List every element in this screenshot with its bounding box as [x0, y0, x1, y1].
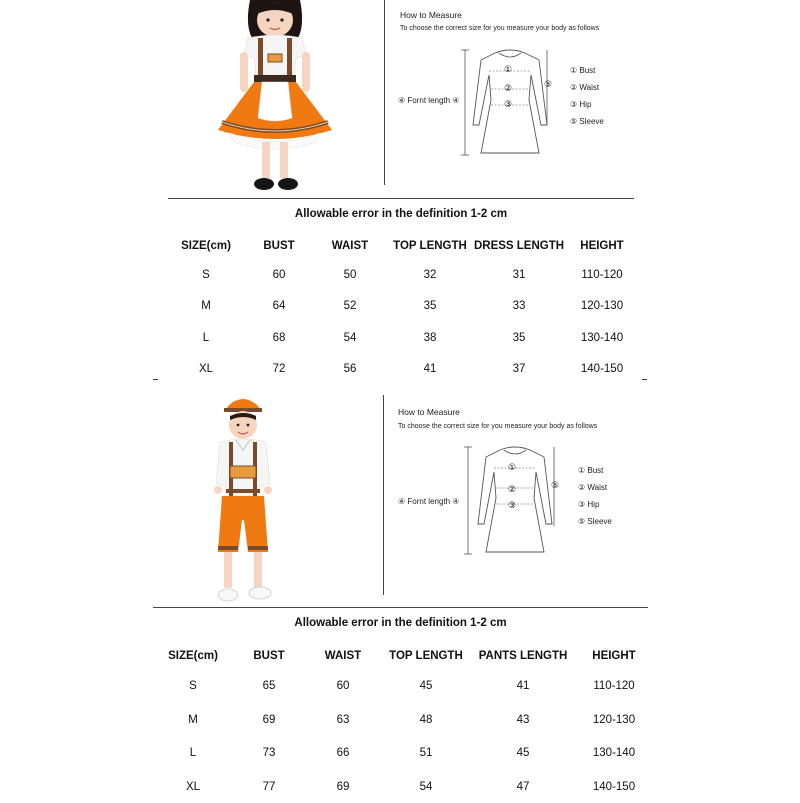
diagram-number-hip: ③ — [504, 99, 513, 109]
cell-top-length: 54 — [419, 780, 433, 793]
cell-bust: 60 — [272, 268, 286, 281]
cell-size: M — [201, 300, 211, 312]
cell-height: 130-140 — [580, 331, 624, 344]
cell-pants-length: 47 — [516, 780, 530, 793]
boy-panel — [0, 390, 800, 800]
cell-height: 140-150 — [580, 363, 624, 375]
cell-height: 120-130 — [580, 300, 624, 312]
legend-sleeve: ⑤ Sleeve — [578, 517, 612, 526]
diagram-number-waist: ② — [504, 83, 513, 93]
measurement-legend — [570, 62, 604, 130]
cell-waist: 66 — [336, 747, 350, 759]
header-top-length: TOP LENGTH — [393, 240, 467, 252]
vertical-divider — [384, 0, 385, 185]
cell-bust: 72 — [272, 363, 286, 375]
front-length-label: ④ Fornt length ④ — [398, 497, 460, 506]
cell-waist: 63 — [336, 713, 350, 726]
table-header-row — [165, 233, 637, 259]
cell-height: 110-120 — [593, 680, 635, 692]
corner-tick-right — [642, 379, 647, 380]
legend-hip: ③ Hip — [578, 500, 600, 509]
cell-size: S — [189, 680, 197, 692]
diagram-number-bust: ① — [508, 462, 517, 472]
cell-top-length: 48 — [419, 713, 433, 726]
cell-top-length: 51 — [419, 747, 433, 759]
header-dress-length: DRESS LENGTH — [473, 240, 565, 252]
cell-waist: 52 — [343, 300, 357, 312]
table-row — [150, 770, 650, 803]
header-size: SIZE(cm) — [168, 650, 218, 662]
cell-bust: 73 — [262, 747, 276, 759]
cell-top-length: 38 — [423, 331, 437, 344]
cell-bust: 69 — [262, 713, 276, 726]
table-row — [165, 322, 637, 353]
table-row — [150, 669, 650, 703]
header-waist: WAIST — [331, 240, 369, 252]
cell-size: XL — [198, 363, 214, 375]
allowable-error-note: Allowable error in the definition 1-2 cm — [294, 617, 507, 629]
diagram-number-sleeve: ⑤ — [544, 79, 553, 89]
cell-dress-length: 37 — [512, 363, 526, 375]
girl-costume-photo — [210, 0, 340, 200]
legend-waist: ② Waist — [570, 83, 600, 92]
front-length-label: ④ Fornt length ④ — [398, 96, 460, 105]
cell-bust: 65 — [262, 680, 276, 692]
cell-pants-length: 41 — [516, 680, 530, 692]
cell-dress-length: 35 — [512, 331, 526, 344]
header-pants-length: PANTS LENGTH — [478, 650, 568, 662]
allowable-error-note: Allowable error in the definition 1-2 cm — [294, 208, 508, 220]
diagram-number-hip: ③ — [508, 500, 517, 510]
cell-size: L — [189, 747, 197, 759]
cell-bust: 77 — [262, 780, 276, 793]
cell-height: 130-140 — [592, 747, 636, 759]
legend-waist: ② Waist — [578, 483, 608, 492]
how-to-measure-instruction: To choose the correct size for you measure your body as follows — [400, 25, 600, 32]
header-bust: BUST — [253, 650, 285, 662]
cell-size: XL — [185, 780, 201, 793]
diagram-number-waist: ② — [508, 484, 517, 494]
corner-tick-left — [153, 379, 158, 380]
cell-waist: 50 — [343, 268, 357, 281]
table-row — [150, 736, 650, 770]
header-waist: WAIST — [324, 650, 362, 662]
cell-top-length: 35 — [423, 300, 437, 312]
cell-size: L — [202, 331, 210, 344]
table-row — [165, 259, 637, 290]
cell-pants-length: 43 — [516, 713, 530, 726]
header-top-length: TOP LENGTH — [389, 650, 463, 662]
diagram-number-bust: ① — [504, 64, 513, 74]
cell-waist: 69 — [336, 780, 350, 793]
table-header-row — [150, 643, 650, 669]
header-height: HEIGHT — [592, 650, 636, 662]
header-bust: BUST — [263, 240, 295, 252]
diagram-number-sleeve: ⑤ — [551, 480, 560, 490]
cell-top-length: 32 — [423, 268, 437, 281]
how-to-measure-instruction: To choose the correct size for you measure your body as follows — [398, 423, 598, 430]
cell-waist: 56 — [343, 363, 357, 375]
how-to-measure-title: How to Measure — [400, 10, 462, 20]
girl-panel — [0, 0, 800, 390]
cell-height: 140-150 — [592, 780, 636, 793]
legend-sleeve: ⑤ Sleeve — [570, 117, 604, 126]
cell-height: 120-130 — [592, 713, 636, 726]
section-divider — [168, 198, 634, 199]
vertical-divider — [383, 395, 384, 595]
legend-hip: ③ Hip — [570, 100, 592, 109]
table-row — [150, 703, 650, 736]
cell-top-length: 45 — [419, 680, 433, 692]
boy-size-table — [150, 643, 650, 803]
cell-dress-length: 31 — [512, 268, 526, 281]
cell-size: S — [202, 268, 210, 281]
how-to-measure-title: How to Measure — [398, 407, 460, 417]
header-height: HEIGHT — [580, 240, 624, 252]
cell-top-length: 41 — [423, 363, 437, 375]
legend-bust: ① Bust — [578, 466, 604, 475]
cell-height: 110-120 — [581, 268, 623, 281]
cell-bust: 68 — [272, 331, 286, 344]
table-row — [165, 353, 637, 385]
cell-waist: 54 — [343, 331, 357, 344]
measurement-legend — [578, 462, 612, 530]
section-divider — [153, 607, 648, 608]
girl-size-table — [165, 233, 637, 385]
cell-dress-length: 33 — [512, 300, 526, 312]
table-row — [165, 290, 637, 322]
cell-bust: 64 — [272, 300, 286, 312]
legend-bust: ① Bust — [570, 66, 596, 75]
cell-waist: 60 — [336, 680, 350, 692]
boy-costume-photo — [198, 392, 288, 608]
header-size: SIZE(cm) — [181, 240, 231, 252]
cell-size: M — [188, 713, 198, 726]
cell-pants-length: 45 — [516, 747, 530, 759]
